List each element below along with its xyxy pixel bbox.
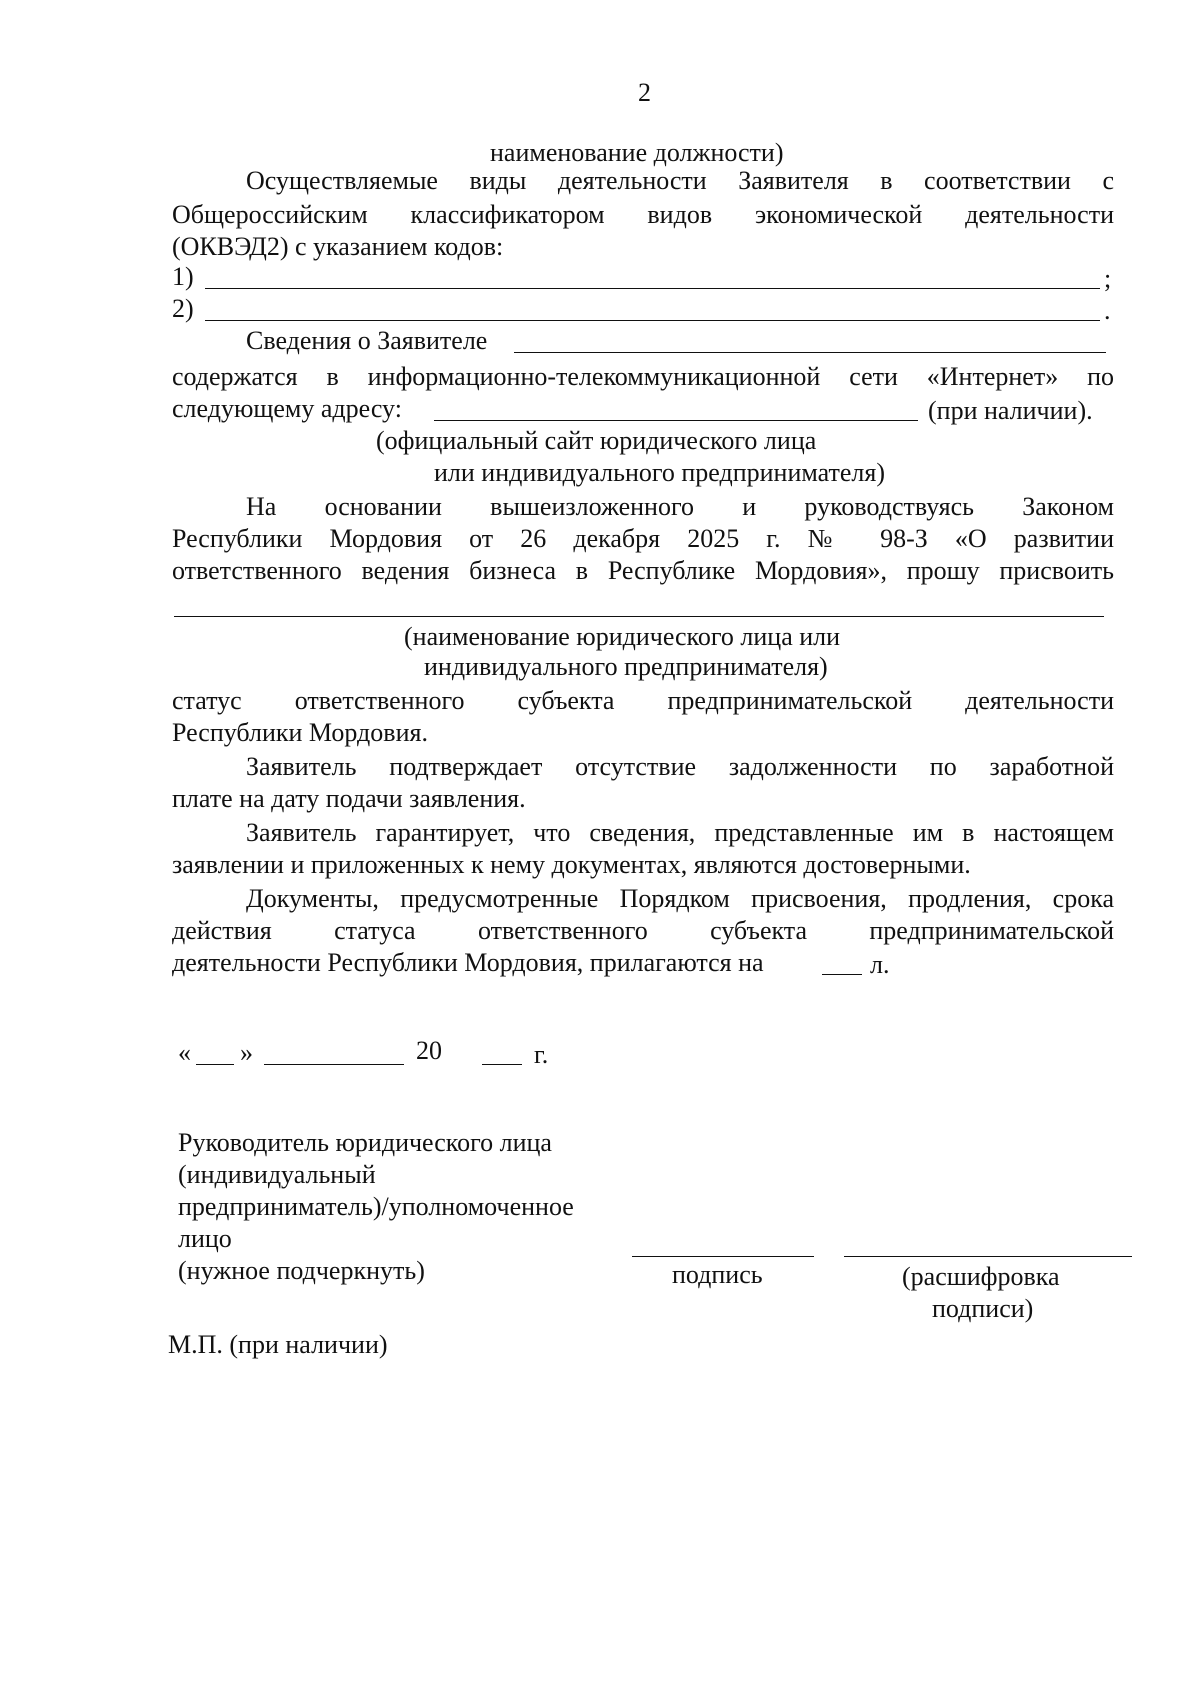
- info-field[interactable]: [514, 352, 1106, 353]
- signature-decode-field[interactable]: [844, 1256, 1132, 1257]
- info-caption-1: (официальный сайт юридического лица: [376, 426, 817, 455]
- signature-role-5: (нужное подчеркнуть): [178, 1256, 425, 1285]
- signature-role-3: предприниматель)/уполномоченное: [178, 1192, 574, 1221]
- stamp-label: М.П. (при наличии): [168, 1330, 388, 1359]
- documents-line-3-end: л.: [870, 950, 890, 979]
- info-line-3-end: (при наличии).: [928, 396, 1093, 425]
- date-year-suffix: г.: [534, 1040, 549, 1069]
- okved-item-1-number: 1): [172, 262, 194, 291]
- day-field[interactable]: [196, 1064, 234, 1065]
- date-year-prefix: 20: [416, 1036, 442, 1065]
- okved-item-1-end: ;: [1104, 264, 1112, 293]
- documents-line-3-start: деятельности Республики Мордовия, прилагаются на: [172, 948, 764, 977]
- info-label: Сведения о Заявителе: [246, 326, 488, 355]
- position-caption-end: наименование должности): [490, 138, 784, 167]
- date-open-quote: «: [178, 1038, 191, 1067]
- basis-caption-1: (наименование юридического лица или: [404, 622, 841, 651]
- entity-name-field[interactable]: [174, 616, 1104, 617]
- okved-line-1: Осуществляемые виды деятельности Заявителя в соответствии с: [246, 166, 1114, 195]
- okved-item-2-field[interactable]: [205, 320, 1100, 321]
- basis-line-2: Республики Мордовия от 26 декабря 2025 г. № 98-З «О развитии: [172, 524, 1114, 553]
- guarantee-line-2: заявлении и приложенных к нему документах, являются достоверными.: [172, 850, 971, 879]
- documents-line-1: Документы, предусмотренные Порядком присвоения, продления, срока: [246, 884, 1114, 913]
- okved-item-2-number: 2): [172, 294, 194, 323]
- info-line-3-start: следующему адресу:: [172, 394, 402, 423]
- year-field[interactable]: [482, 1064, 522, 1065]
- signature-role-4: лицо: [178, 1224, 232, 1253]
- salary-line-2: плате на дату подачи заявления.: [172, 784, 526, 813]
- signature-role-2: (индивидуальный: [178, 1160, 376, 1189]
- okved-line-3: (ОКВЭД2) с указанием кодов:: [172, 232, 504, 261]
- salary-line-1: Заявитель подтверждает отсутствие задолженности по заработной: [246, 752, 1114, 781]
- signature-decode-caption-2: подписи): [932, 1294, 1034, 1323]
- basis-line-1: На основании вышеизложенного и руководствуясь Законом: [246, 492, 1114, 521]
- basis-line-4: статус ответственного субъекта предпринимательской деятельности: [172, 686, 1114, 715]
- pages-count-field[interactable]: [822, 974, 862, 975]
- signature-caption: подпись: [672, 1260, 763, 1289]
- guarantee-line-1: Заявитель гарантирует, что сведения, представленные им в настоящем: [246, 818, 1114, 847]
- documents-line-2: действия статуса ответственного субъекта предпринимательской: [172, 916, 1114, 945]
- page-number: 2: [638, 78, 651, 107]
- basis-line-3: ответственного ведения бизнеса в Республике Мордовия», прошу присвоить: [172, 556, 1114, 585]
- signature-decode-caption-1: (расшифровка: [902, 1262, 1060, 1291]
- info-caption-2: или индивидуального предпринимателя): [434, 458, 886, 487]
- info-line-2: содержатся в информационно-телекоммуникационной сети «Интернет» по: [172, 362, 1114, 391]
- okved-line-2: Общероссийским классификатором видов экономической деятельности: [172, 200, 1114, 229]
- website-field[interactable]: [434, 420, 918, 421]
- okved-item-2-end: .: [1104, 296, 1111, 325]
- okved-item-1-field[interactable]: [205, 288, 1100, 289]
- date-close-quote: »: [240, 1038, 253, 1067]
- basis-line-5: Республики Мордовия.: [172, 718, 428, 747]
- month-field[interactable]: [264, 1064, 404, 1065]
- signature-role-1: Руководитель юридического лица: [178, 1128, 552, 1157]
- signature-field[interactable]: [632, 1256, 814, 1257]
- basis-caption-2: индивидуального предпринимателя): [424, 652, 828, 681]
